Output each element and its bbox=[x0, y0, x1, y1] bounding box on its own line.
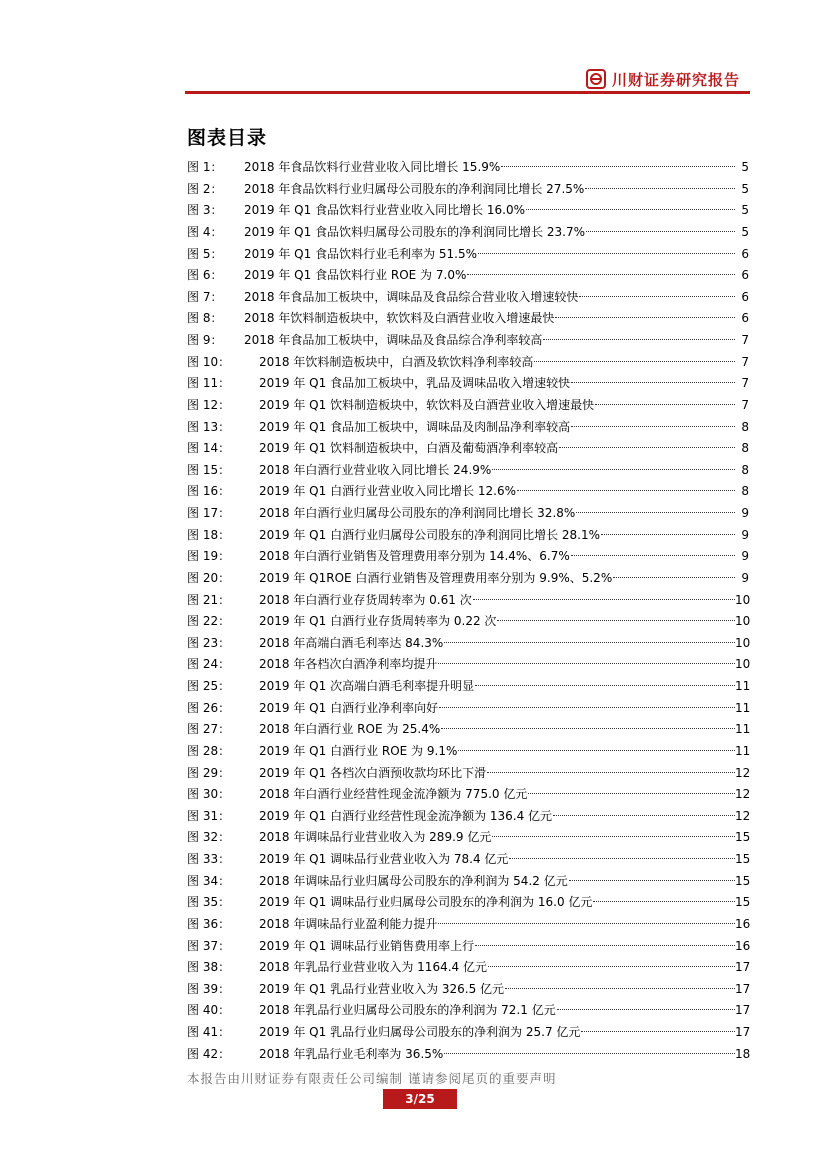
dot-leader bbox=[438, 660, 735, 664]
toc-entry[interactable] bbox=[187, 330, 749, 352]
toc-entry-number: 图 42： bbox=[187, 1046, 231, 1061]
toc-entry-page: 12 bbox=[735, 808, 751, 823]
toc-entry-page: 17 bbox=[735, 1003, 751, 1018]
toc-entry-number: 图 14： bbox=[187, 441, 231, 456]
toc-entry-title-wrap bbox=[244, 265, 735, 287]
toc-entry-page: 6 bbox=[741, 311, 749, 326]
header-divider bbox=[185, 91, 750, 94]
toc-entry-page: 11 bbox=[735, 722, 751, 737]
toc-entry-title: 2018 年白酒行业销售及管理费用率分别为 14.4%、6.7% bbox=[259, 549, 570, 564]
toc-entry-page: 6 bbox=[741, 246, 749, 261]
toc-entry-page: 17 bbox=[735, 981, 751, 996]
toc-entry-number: 图 23： bbox=[187, 635, 231, 650]
toc-entry-number: 图 18： bbox=[187, 527, 231, 542]
toc-entry-number: 图 25： bbox=[187, 679, 231, 693]
toc-entry-title-wrap bbox=[259, 719, 735, 741]
toc-entry-number: 图 30： bbox=[187, 787, 231, 802]
toc-entry-number: 图 15： bbox=[187, 462, 231, 477]
toc-entry-title-wrap bbox=[259, 568, 735, 590]
dot-leader bbox=[439, 704, 735, 708]
toc-entry[interactable] bbox=[187, 806, 749, 828]
dot-leader bbox=[543, 336, 735, 340]
toc-entry-page: 6 bbox=[741, 268, 749, 283]
dot-leader bbox=[576, 509, 735, 513]
toc-entry-title-wrap bbox=[259, 1022, 735, 1044]
dot-leader bbox=[438, 920, 735, 924]
toc-entry[interactable] bbox=[187, 244, 749, 266]
toc-entry-number: 图 7： bbox=[187, 289, 223, 304]
toc-entry-title-wrap bbox=[244, 287, 735, 309]
toc-entry-title-wrap bbox=[259, 763, 735, 785]
toc-entry-number: 图 2： bbox=[187, 181, 223, 196]
toc-entry-page: 15 bbox=[735, 873, 751, 888]
toc-entry-title: 2018 年食品饮料行业归属母公司股东的净利润同比增长 27.5% bbox=[244, 181, 585, 196]
toc-entry-page: 5 bbox=[741, 203, 749, 218]
dot-leader bbox=[534, 358, 735, 362]
toc-entry[interactable] bbox=[187, 395, 749, 417]
toc-entry-number: 图 3： bbox=[187, 203, 223, 218]
toc-entry-title-wrap bbox=[259, 849, 735, 871]
toc-entry-title-wrap bbox=[259, 827, 735, 849]
toc-entry-page: 15 bbox=[735, 895, 751, 910]
toc-entry-title: 2019 年 Q1 白酒行业营业收入同比增长 12.6% bbox=[259, 484, 516, 499]
toc-entry-title: 2019 年 Q1 饮料制造板块中，白酒及葡萄酒净利率较高 bbox=[259, 441, 559, 456]
dot-leader bbox=[571, 423, 735, 427]
toc-entry[interactable] bbox=[187, 1044, 749, 1066]
toc-entry[interactable] bbox=[187, 849, 749, 871]
toc-entry-page: 10 bbox=[735, 635, 751, 650]
toc-entry[interactable] bbox=[187, 633, 749, 655]
dot-leader bbox=[492, 466, 735, 470]
toc-entry[interactable] bbox=[187, 1000, 749, 1022]
toc-entry-title: 2018 年高端白酒毛利率达 84.3% bbox=[259, 635, 444, 650]
toc-entry[interactable] bbox=[187, 654, 749, 676]
toc-entry-number: 图 26： bbox=[187, 700, 231, 715]
dot-leader bbox=[593, 898, 735, 902]
toc-entry-title: 2019 年 Q1 食品饮料归属母公司股东的净利润同比增长 23.7% bbox=[244, 224, 585, 239]
toc-entry-title-wrap bbox=[259, 546, 735, 568]
toc-entry-title-wrap bbox=[259, 979, 735, 1001]
toc-entry-number: 图 27： bbox=[187, 722, 231, 737]
toc-entry-number: 图 29： bbox=[187, 765, 231, 780]
toc-entry[interactable] bbox=[187, 546, 749, 568]
toc-entry-page: 8 bbox=[741, 484, 749, 499]
toc-entry-title: 2018 年白酒行业存货周转率为 0.61 次 bbox=[259, 592, 472, 607]
dot-leader bbox=[571, 379, 735, 383]
toc-entry-page: 5 bbox=[741, 224, 749, 239]
toc-entry-title: 2018 年乳品行业归属母公司股东的净利润为 72.1 亿元 bbox=[259, 1003, 556, 1018]
toc-entry-number: 图 36： bbox=[187, 916, 231, 931]
toc-entry[interactable] bbox=[187, 741, 749, 763]
toc-entry-title: 2018 年食品加工板块中，调味品及食品综合营业收入增速较快 bbox=[244, 289, 579, 304]
toc-entry-title-wrap bbox=[259, 676, 735, 698]
dot-leader bbox=[444, 1050, 735, 1054]
page-header bbox=[185, 66, 750, 94]
toc-entry-title: 2018 年白酒行业营业收入同比增长 24.9% bbox=[259, 462, 492, 477]
toc-entry-number: 图 10： bbox=[187, 354, 231, 369]
toc-entry-page: 6 bbox=[741, 289, 749, 304]
toc-entry-title: 2019 年 Q1 食品加工板块中，乳品及调味品收入增速较快 bbox=[259, 376, 571, 391]
toc-entry[interactable] bbox=[187, 568, 749, 590]
toc-entry-number: 图 8： bbox=[187, 311, 223, 326]
toc-entry-page: 12 bbox=[735, 787, 751, 802]
dot-leader bbox=[444, 639, 735, 643]
toc-entry-number: 图 20： bbox=[187, 570, 231, 585]
toc-entry-page: 10 bbox=[735, 592, 751, 607]
dot-leader bbox=[581, 1028, 735, 1032]
toc-entry-title-wrap bbox=[259, 1044, 735, 1066]
toc-entry-page: 8 bbox=[741, 441, 749, 456]
toc-entry-title-wrap bbox=[259, 892, 735, 914]
toc-entry-page: 7 bbox=[741, 333, 749, 347]
toc-entry-page: 8 bbox=[741, 419, 749, 434]
toc-entry-title: 2019 年 Q1 饮料制造板块中，软饮料及白酒营业收入增速最快 bbox=[259, 397, 595, 412]
toc-entry-page: 9 bbox=[741, 527, 749, 542]
toc-entry-title: 2019 年 Q1 白酒行业净利率向好 bbox=[259, 700, 439, 715]
toc-entry-title-wrap bbox=[244, 222, 735, 244]
dot-leader bbox=[475, 942, 735, 946]
header-title: 川财证券研究报告 bbox=[612, 71, 741, 89]
toc-entry-number: 图 24： bbox=[187, 657, 231, 672]
toc-entry-page: 11 bbox=[735, 743, 751, 758]
dot-leader bbox=[488, 963, 735, 967]
toc-entry-page: 16 bbox=[735, 938, 751, 953]
toc-entry[interactable] bbox=[187, 784, 749, 806]
toc-entry[interactable] bbox=[187, 698, 749, 720]
toc-entry-page: 9 bbox=[741, 549, 749, 564]
toc-entry-page: 17 bbox=[735, 1025, 751, 1039]
toc-entry-page: 17 bbox=[735, 960, 751, 975]
dot-leader bbox=[601, 531, 735, 535]
dot-leader bbox=[458, 747, 735, 751]
toc-entry-title-wrap bbox=[259, 611, 735, 633]
toc-entry-title-wrap bbox=[259, 914, 735, 936]
toc-entry-title-wrap bbox=[259, 373, 735, 395]
dot-leader bbox=[478, 250, 735, 254]
toc-entry-title-wrap bbox=[259, 417, 735, 439]
toc-entry[interactable] bbox=[187, 352, 749, 374]
dot-leader bbox=[441, 725, 735, 729]
toc-entry[interactable] bbox=[187, 460, 749, 482]
toc-entry-title-wrap bbox=[244, 308, 735, 330]
toc-entry[interactable] bbox=[187, 157, 749, 179]
toc-entry-page: 11 bbox=[735, 700, 751, 715]
dot-leader bbox=[559, 444, 735, 448]
toc-entry-number: 图 37： bbox=[187, 938, 231, 953]
toc-entry-number: 图 13： bbox=[187, 419, 231, 434]
toc-entry-number: 图 38： bbox=[187, 960, 231, 975]
toc-entry[interactable] bbox=[187, 417, 749, 439]
dot-leader bbox=[595, 401, 735, 405]
toc-entry-number: 图 9： bbox=[187, 333, 223, 347]
toc-entry-title: 2018 年白酒行业归属母公司股东的净利润同比增长 32.8% bbox=[259, 506, 576, 520]
toc-entry-title-wrap bbox=[259, 806, 735, 828]
toc-entry[interactable] bbox=[187, 200, 749, 222]
toc-entry-title: 2019 年 Q1 调味品行业销售费用率上行 bbox=[259, 938, 475, 953]
toc-entry-number: 图 28： bbox=[187, 743, 231, 758]
toc-entry-number: 图 39： bbox=[187, 981, 231, 996]
toc-entry-title-wrap bbox=[244, 157, 735, 179]
toc-entry-page: 8 bbox=[741, 462, 749, 477]
toc-entry-title-wrap bbox=[244, 330, 735, 352]
toc-entry-title-wrap bbox=[244, 200, 735, 222]
toc-entry-title-wrap bbox=[259, 590, 735, 612]
toc-entry-title: 2019 年 Q1 白酒行业存货周转率为 0.22 次 bbox=[259, 614, 497, 629]
dot-leader bbox=[505, 985, 735, 989]
dot-leader bbox=[501, 163, 735, 167]
toc-entry-number: 图 4： bbox=[187, 224, 223, 239]
toc-entry-title-wrap bbox=[259, 352, 735, 374]
toc-entry-title: 2019 年 Q1 次高端白酒毛利率提升明显 bbox=[259, 679, 475, 693]
toc-entry[interactable] bbox=[187, 179, 749, 201]
toc-entry-page: 7 bbox=[741, 354, 749, 369]
toc-entry-title-wrap bbox=[259, 525, 735, 547]
toc-entry-title: 2019 年 Q1 白酒行业 ROE 为 9.1% bbox=[259, 743, 458, 758]
toc-entry[interactable] bbox=[187, 438, 749, 460]
toc-entry-page: 11 bbox=[735, 679, 751, 693]
toc-entry-title-wrap bbox=[259, 633, 735, 655]
toc-entry-title-wrap bbox=[259, 784, 735, 806]
toc-entry-title: 2018 年饮料制造板块中，软饮料及白酒营业收入增速最快 bbox=[244, 311, 555, 326]
toc-entry-number: 图 11： bbox=[187, 376, 231, 391]
toc-entry[interactable] bbox=[187, 719, 749, 741]
toc-entry[interactable] bbox=[187, 957, 749, 979]
toc-entry-page: 10 bbox=[735, 657, 751, 672]
dot-leader bbox=[487, 769, 735, 773]
toc-entry-number: 图 32： bbox=[187, 830, 231, 845]
toc-entry-title-wrap bbox=[259, 698, 735, 720]
toc-entry-title: 2018 年白酒行业经营性现金流净额为 775.0 亿元 bbox=[259, 787, 528, 802]
dot-leader bbox=[509, 855, 735, 859]
footer-disclaimer: 本报告由川财证券有限责任公司编制 谨请参阅尾页的重要声明 bbox=[187, 1071, 557, 1086]
toc-entry[interactable] bbox=[187, 308, 749, 330]
toc-entry-title-wrap bbox=[259, 503, 735, 525]
toc-entry[interactable] bbox=[187, 979, 749, 1001]
toc-entry[interactable] bbox=[187, 892, 749, 914]
page-number: 3/25 bbox=[383, 1089, 457, 1109]
dot-leader bbox=[526, 206, 735, 210]
page-title: 图表目录 bbox=[187, 127, 268, 149]
toc-entry-title: 2019 年 Q1 食品饮料行业营业收入同比增长 16.0% bbox=[244, 203, 525, 218]
toc-entry-title-wrap bbox=[259, 654, 735, 676]
toc-entry[interactable] bbox=[187, 373, 749, 395]
toc-entry-title: 2018 年食品饮料行业营业收入同比增长 15.9% bbox=[244, 160, 501, 174]
toc-entry-page: 15 bbox=[735, 852, 751, 866]
toc-entry-title-wrap bbox=[259, 936, 735, 958]
toc-entry-title: 2018 年调味品行业归属母公司股东的净利润为 54.2 亿元 bbox=[259, 873, 568, 888]
dot-leader bbox=[492, 833, 735, 837]
dot-leader bbox=[517, 487, 735, 491]
toc-entry[interactable] bbox=[187, 936, 749, 958]
toc-entry-title: 2019 年 Q1 食品加工板块中，调味品及肉制品净利率较高 bbox=[259, 419, 571, 434]
toc-entry[interactable] bbox=[187, 222, 749, 244]
toc-entry[interactable] bbox=[187, 287, 749, 309]
toc-entry-number: 图 12： bbox=[187, 397, 231, 412]
toc-entry-title: 2019 年 Q1 乳品行业归属母公司股东的净利润为 25.7 亿元 bbox=[259, 1025, 581, 1039]
dot-leader bbox=[475, 682, 735, 686]
chuancai-logo-icon bbox=[586, 69, 606, 89]
toc-entry[interactable] bbox=[187, 914, 749, 936]
toc-entry-number: 图 21： bbox=[187, 592, 231, 607]
toc-entry-title: 2018 年各档次白酒净利率均提升 bbox=[259, 657, 438, 672]
toc-entry[interactable] bbox=[187, 481, 749, 503]
dot-leader bbox=[467, 271, 735, 275]
toc-entry-title-wrap bbox=[259, 741, 735, 763]
dot-leader bbox=[555, 314, 735, 318]
toc-entry-title: 2018 年食品加工板块中，调味品及食品综合净利率较高 bbox=[244, 333, 543, 347]
dot-leader bbox=[585, 185, 735, 189]
toc-entry-title: 2019 年 Q1 白酒行业归属母公司股东的净利润同比增长 28.1% bbox=[259, 527, 600, 542]
toc-entry-page: 15 bbox=[735, 830, 751, 845]
toc-entry-title-wrap bbox=[259, 481, 735, 503]
toc-entry-title: 2018 年调味品行业盈利能力提升 bbox=[259, 916, 438, 931]
toc-entry[interactable] bbox=[187, 525, 749, 547]
toc-entry-title: 2019 年 Q1 食品饮料行业 ROE 为 7.0% bbox=[244, 268, 467, 283]
toc-entry-title: 2018 年乳品行业营业收入为 1164.4 亿元 bbox=[259, 960, 487, 975]
toc-entry-title: 2019 年 Q1 乳品行业营业收入为 326.5 亿元 bbox=[259, 981, 505, 996]
toc-entry-page: 9 bbox=[741, 570, 749, 585]
toc-entry[interactable] bbox=[187, 590, 749, 612]
toc-entry[interactable] bbox=[187, 1022, 749, 1044]
dot-leader bbox=[569, 877, 735, 881]
toc-entry-page: 9 bbox=[741, 506, 749, 520]
toc-entry-title-wrap bbox=[259, 438, 735, 460]
toc-entry-number: 图 22： bbox=[187, 614, 231, 629]
toc-entry-title-wrap bbox=[259, 957, 735, 979]
toc-entry-title: 2018 年调味品行业营业收入为 289.9 亿元 bbox=[259, 830, 492, 845]
toc-entry-title: 2019 年 Q1 白酒行业经营性现金流净额为 136.4 亿元 bbox=[259, 808, 553, 823]
dot-leader bbox=[473, 596, 735, 600]
toc-entry-title-wrap bbox=[244, 244, 735, 266]
toc-entry-number: 图 34： bbox=[187, 873, 231, 888]
dot-leader bbox=[497, 617, 735, 621]
toc-entry-number: 图 5： bbox=[187, 246, 223, 261]
toc-entry-title: 2019 年 Q1 调味品行业营业收入为 78.4 亿元 bbox=[259, 852, 509, 866]
toc-entry-title: 2019 年 Q1ROE 白酒行业销售及管理费用率分别为 9.9%、5.2% bbox=[259, 570, 613, 585]
toc-entry-number: 图 17： bbox=[187, 506, 231, 520]
toc-entry-number: 图 16： bbox=[187, 484, 231, 499]
toc-entry-title-wrap bbox=[259, 460, 735, 482]
toc-entry-number: 图 40： bbox=[187, 1003, 231, 1018]
toc-entry-number: 图 41： bbox=[187, 1025, 231, 1039]
toc-entry[interactable] bbox=[187, 611, 749, 633]
toc-entry-page: 16 bbox=[735, 916, 751, 931]
toc-entry-title-wrap bbox=[259, 1000, 735, 1022]
toc-entry-number: 图 31： bbox=[187, 808, 231, 823]
dot-leader bbox=[579, 293, 735, 297]
figure-toc-list bbox=[187, 157, 749, 1065]
toc-entry[interactable] bbox=[187, 676, 749, 698]
dot-leader bbox=[553, 812, 735, 816]
toc-entry-page: 7 bbox=[741, 376, 749, 391]
toc-entry-number: 图 19： bbox=[187, 549, 231, 564]
toc-entry-number: 图 35： bbox=[187, 895, 231, 910]
toc-entry-page: 7 bbox=[741, 397, 749, 412]
toc-entry-title: 2019 年 Q1 各档次白酒预收款均环比下滑 bbox=[259, 765, 487, 780]
toc-entry-page: 5 bbox=[741, 160, 749, 174]
toc-entry-title: 2018 年白酒行业 ROE 为 25.4% bbox=[259, 722, 441, 737]
toc-entry-title: 2018 年饮料制造板块中，白酒及软饮料净利率较高 bbox=[259, 354, 534, 369]
dot-leader bbox=[528, 790, 735, 794]
toc-entry-title: 2019 年 Q1 食品饮料行业毛利率为 51.5% bbox=[244, 246, 477, 261]
toc-entry-page: 18 bbox=[735, 1046, 751, 1061]
dot-leader bbox=[571, 552, 735, 556]
dot-leader bbox=[557, 1006, 735, 1010]
dot-leader bbox=[613, 574, 735, 578]
toc-entry-title-wrap bbox=[244, 179, 735, 201]
toc-entry[interactable] bbox=[187, 265, 749, 287]
toc-entry-page: 12 bbox=[735, 765, 751, 780]
toc-entry-title: 2018 年乳品行业毛利率为 36.5% bbox=[259, 1046, 444, 1061]
toc-entry-page: 5 bbox=[741, 181, 749, 196]
toc-entry-number: 图 33： bbox=[187, 852, 231, 866]
toc-entry-title-wrap bbox=[259, 395, 735, 417]
toc-entry[interactable] bbox=[187, 763, 749, 785]
toc-entry[interactable] bbox=[187, 503, 749, 525]
dot-leader bbox=[586, 228, 735, 232]
toc-entry[interactable] bbox=[187, 871, 749, 893]
toc-entry-page: 10 bbox=[735, 614, 751, 629]
toc-entry[interactable] bbox=[187, 827, 749, 849]
toc-entry-title-wrap bbox=[259, 871, 735, 893]
toc-entry-title: 2019 年 Q1 调味品行业归属母公司股东的净利润为 16.0 亿元 bbox=[259, 895, 593, 910]
toc-entry-number: 图 1： bbox=[187, 160, 223, 174]
toc-entry-number: 图 6： bbox=[187, 268, 223, 283]
